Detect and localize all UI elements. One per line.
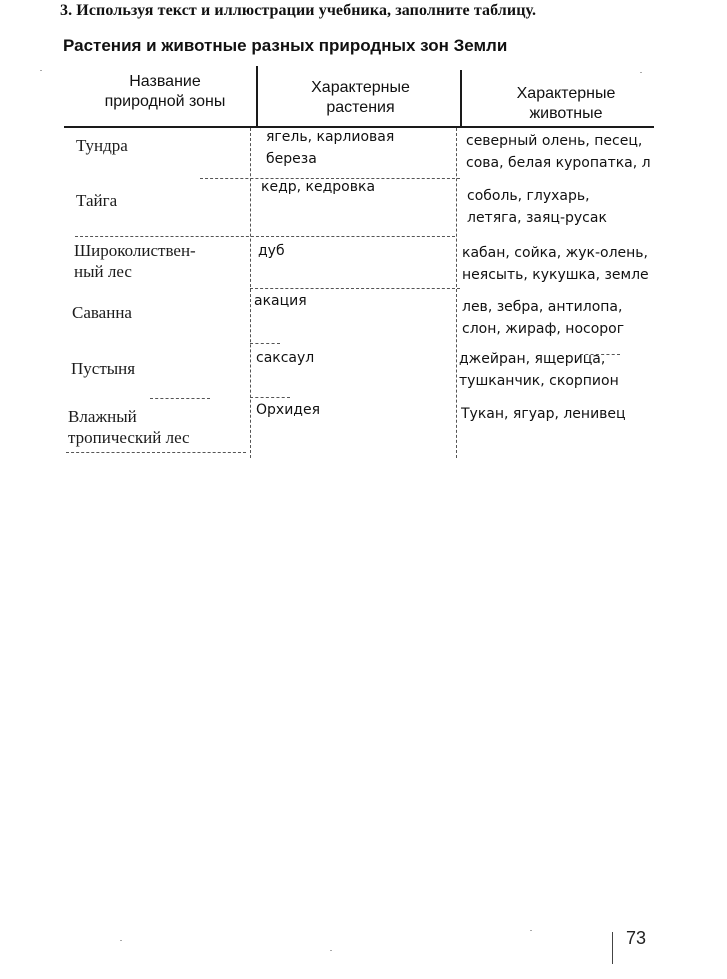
plants-tundra: ягель, карлиовая береза: [266, 129, 395, 167]
task-heading: 3. Используя текст и иллюстрации учебника, заполните таблицу.: [60, 2, 537, 19]
row-divider: [250, 288, 460, 289]
zones-table: [0, 0, 727, 470]
zone-taiga: Тайга: [76, 191, 118, 210]
plants-savanna: акация: [254, 293, 307, 309]
animals-desert: джейран, ящерица, тушканчик, скорпион: [459, 351, 619, 389]
table-title: Растения и животные разных природных зон Земли: [63, 36, 508, 55]
header-animals: Характерные животные: [516, 85, 616, 122]
zone-desert: Пустыня: [71, 359, 136, 378]
plants-tropical-rainforest: Орхидея: [256, 402, 321, 418]
zone-tundra: Тундра: [76, 136, 128, 155]
zone-savanna: Саванна: [72, 303, 132, 322]
animals-broadleaf-forest: кабан, сойка, жук-олень, неясыть, кукушка, земле: [462, 245, 649, 283]
scan-speck: [40, 70, 42, 71]
row-divider: [250, 343, 280, 344]
page-number-bar: [612, 932, 613, 964]
scan-speck: [120, 940, 122, 941]
page-number: 73: [626, 928, 647, 948]
plants-broadleaf-forest: дуб: [258, 243, 285, 259]
plants-desert: саксаул: [256, 350, 315, 366]
animals-tropical-rainforest: Тукан, ягуар, ленивец: [461, 406, 626, 422]
column-divider-1: [256, 66, 258, 128]
animals-taiga: соболь, глухарь, летяга, заяц-русак: [467, 188, 607, 226]
header-plants: Характерные растения: [311, 79, 410, 116]
animals-tundra: северный олень, песец, сова, белая куропатка, л: [466, 133, 651, 171]
zone-broadleaf-forest: Широколиствен- ный лес: [74, 241, 196, 281]
zone-tropical-rainforest: Влажный тропический лес: [68, 407, 190, 447]
scan-speck: [530, 930, 532, 931]
plants-taiga: кедр, кедровка: [261, 179, 376, 195]
column-divider-2: [460, 70, 462, 128]
row-divider: [250, 397, 290, 398]
header-zone-name: Название природной зоны: [104, 73, 226, 110]
scan-speck: [330, 950, 332, 951]
table-bottom-line: [66, 452, 246, 453]
animals-savanna: лев, зебра, антилопа, слон, жираф, носорог: [462, 299, 625, 337]
row-divider: [75, 236, 455, 237]
row-divider: [150, 398, 210, 399]
scan-speck: [640, 72, 642, 73]
